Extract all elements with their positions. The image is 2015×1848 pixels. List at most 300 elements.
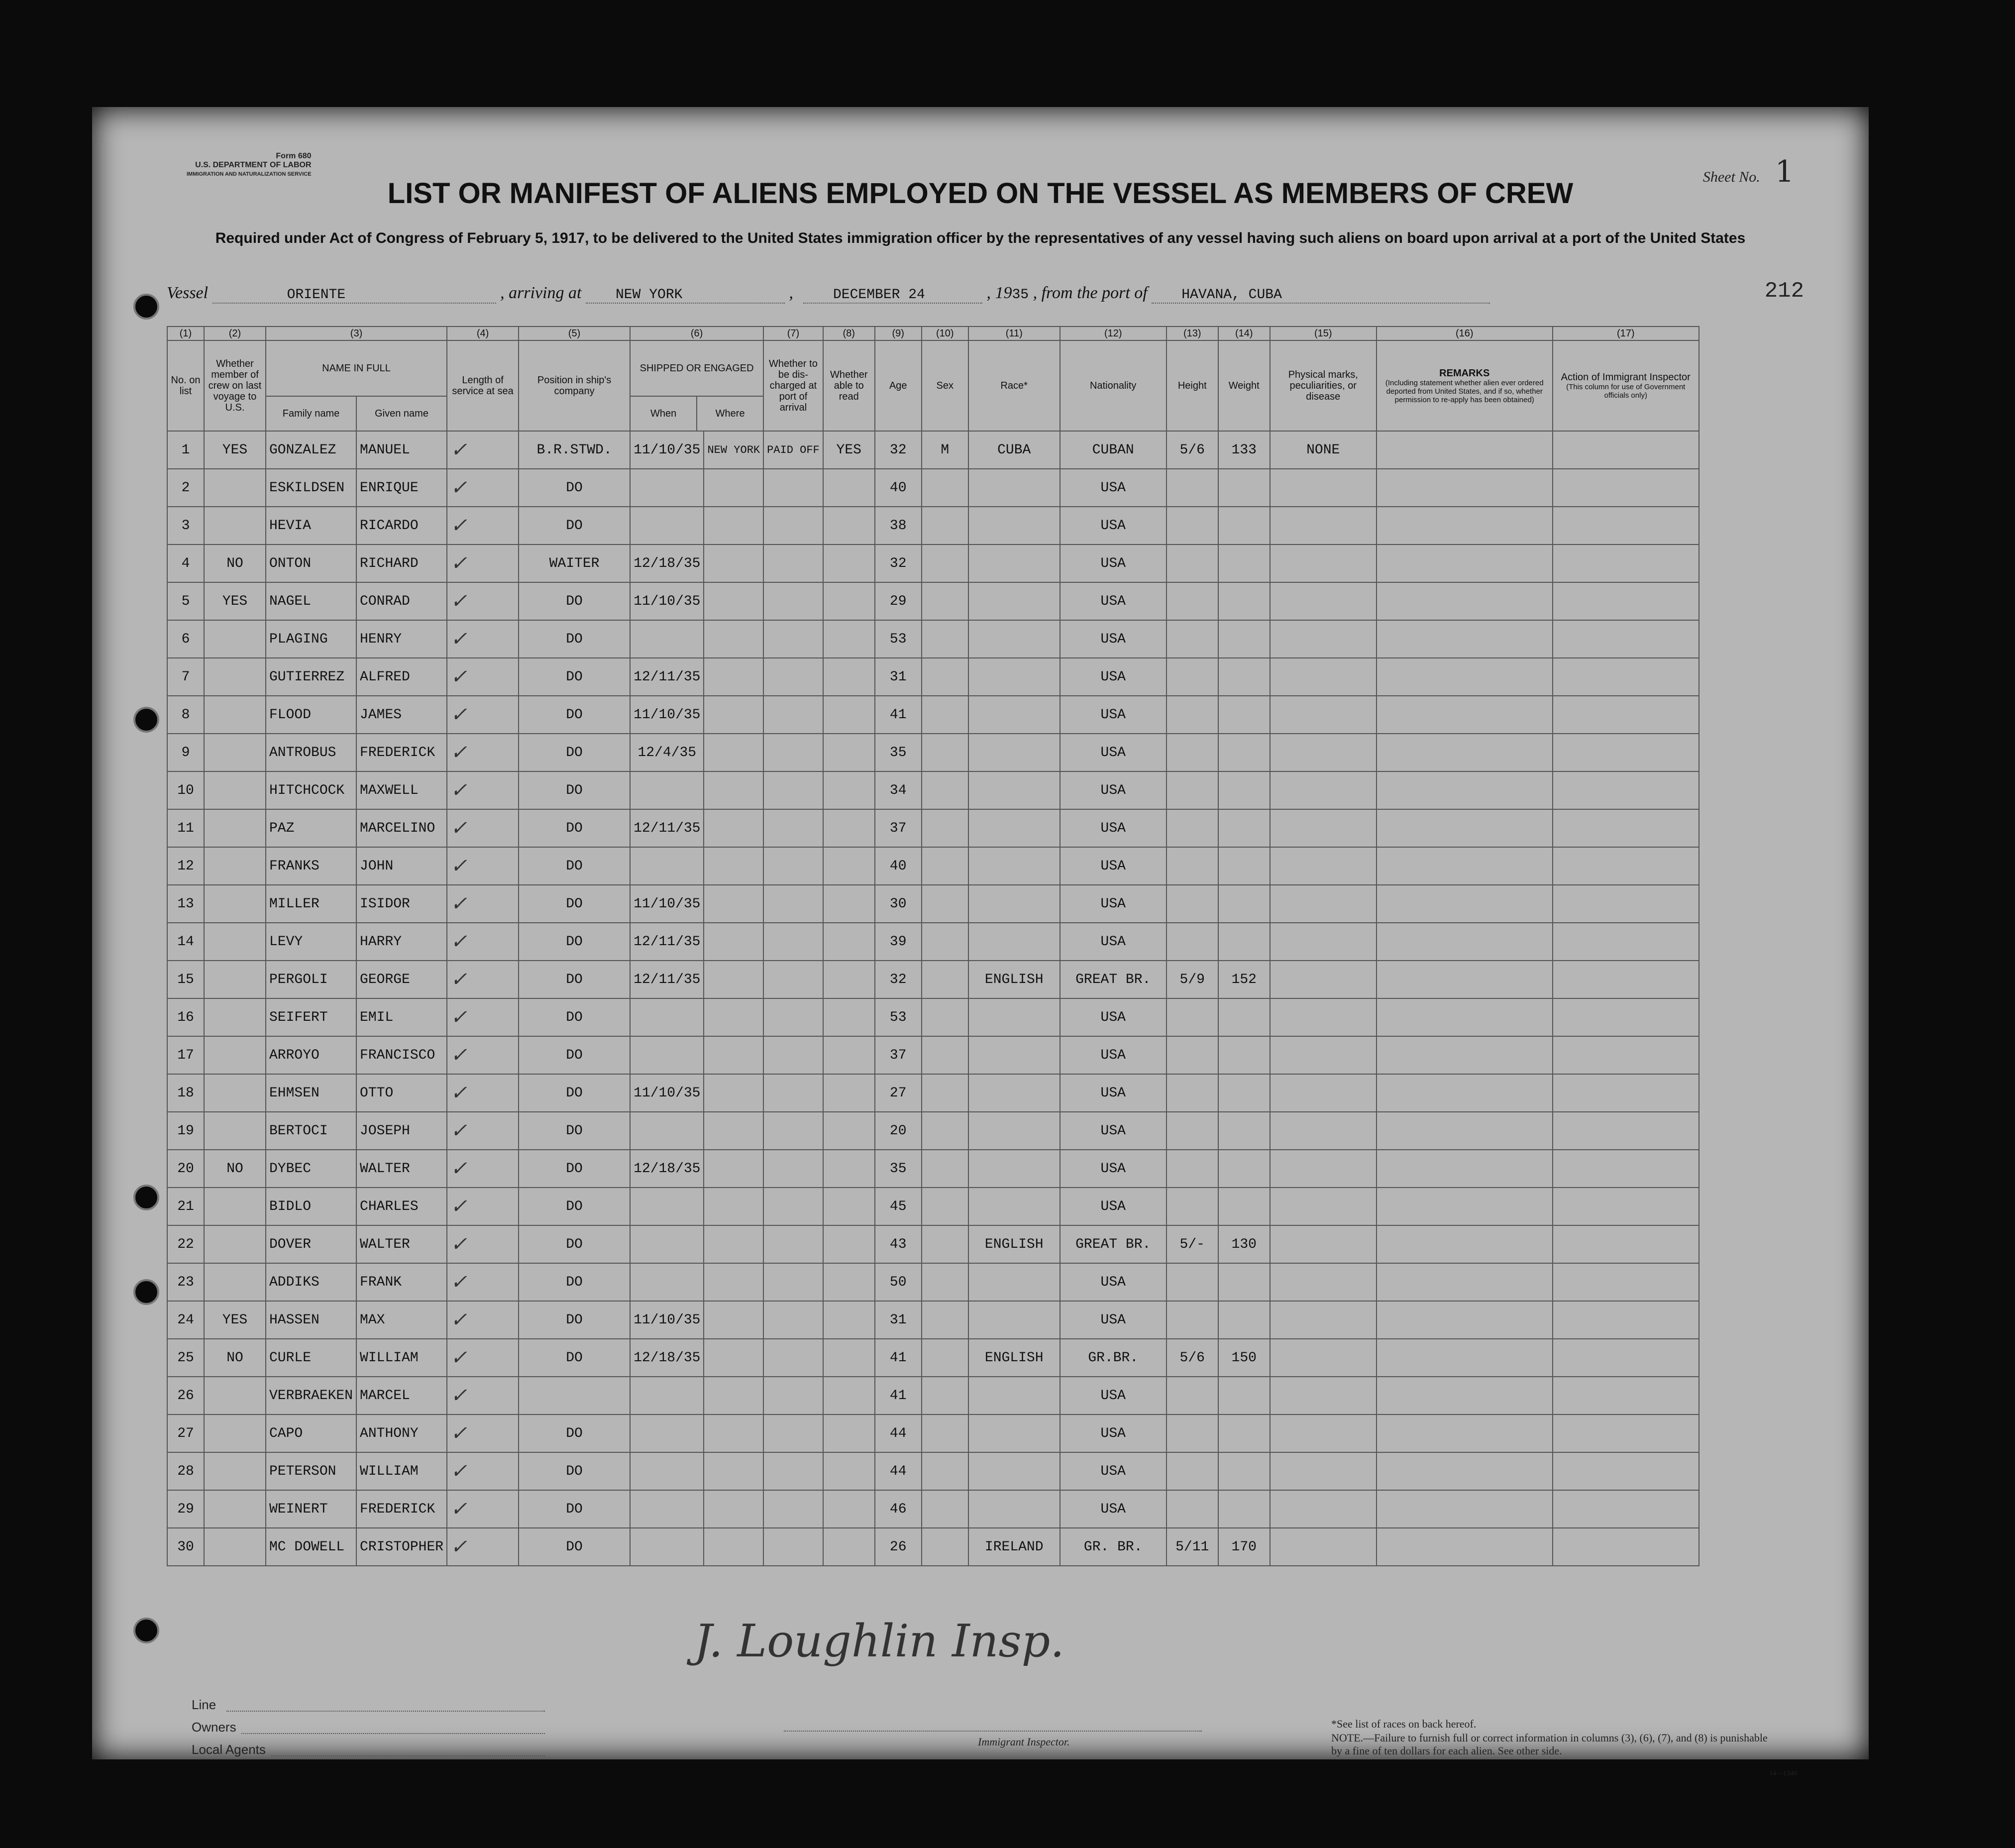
cell-given: RICARDO	[356, 507, 447, 544]
cell-no: 10	[167, 771, 204, 809]
col-num: (3)	[266, 326, 447, 340]
cell-blank	[1377, 658, 1553, 696]
page-title: LIST OR MANIFEST OF ALIENS EMPLOYED ON THE VESSEL AS MEMBERS OF CREW	[387, 177, 1574, 210]
check-mark: ✓	[447, 696, 519, 734]
cell-where	[704, 1188, 763, 1225]
cell-position: DO	[519, 885, 630, 923]
cell-discharged	[763, 620, 823, 658]
col-position: Position in ship's company	[519, 340, 630, 431]
table-row	[167, 1414, 1699, 1452]
check-mark: ✓	[447, 1074, 519, 1112]
check-mark: ✓	[447, 847, 519, 885]
cell-where	[704, 771, 763, 809]
check-mark: ✓	[447, 885, 519, 923]
cell-age: 41	[875, 1377, 922, 1414]
cell-nationality: USA	[1060, 1301, 1167, 1339]
cell-position: DO	[519, 771, 630, 809]
cell-race	[968, 1301, 1060, 1339]
cell-blank	[1377, 1528, 1553, 1566]
cell-read	[823, 1036, 875, 1074]
cell-crew	[204, 923, 266, 961]
cell-race	[968, 1150, 1060, 1188]
cell-given: MANUEL	[356, 431, 447, 469]
cell-where	[704, 696, 763, 734]
cell-position: B.R.STWD.	[519, 431, 630, 469]
cell-weight	[1218, 1188, 1270, 1225]
cell-height	[1167, 544, 1218, 582]
cell-nationality: USA	[1060, 507, 1167, 544]
cell-family: ADDIKS	[266, 1263, 356, 1301]
manifest-sheet	[92, 107, 1869, 1777]
cell-when	[630, 1225, 704, 1263]
cell-crew: NO	[204, 1150, 266, 1188]
cell-position: DO	[519, 1112, 630, 1150]
col-no-on-list: No. on list	[167, 340, 204, 431]
cell-family: MC DOWELL	[266, 1528, 356, 1566]
cell-height	[1167, 1452, 1218, 1490]
cell-blank	[1377, 620, 1553, 658]
cell-no: 7	[167, 658, 204, 696]
cell-physical	[1270, 923, 1377, 961]
cell-sex	[922, 620, 968, 658]
cell-blank	[1553, 734, 1699, 771]
cell-blank	[1377, 1150, 1553, 1188]
cell-position: DO	[519, 1301, 630, 1339]
cell-where	[704, 469, 763, 507]
cell-read	[823, 1074, 875, 1112]
local-agents-field	[271, 1755, 545, 1756]
cell-physical	[1270, 620, 1377, 658]
cell-race	[968, 847, 1060, 885]
cell-given: HARRY	[356, 923, 447, 961]
cell-nationality: GR.BR.	[1060, 1339, 1167, 1377]
cell-blank	[1553, 1225, 1699, 1263]
table-row	[167, 1339, 1699, 1377]
cell-weight	[1218, 1452, 1270, 1490]
cell-where	[704, 1490, 763, 1528]
cell-nationality: USA	[1060, 885, 1167, 923]
cell-age: 39	[875, 923, 922, 961]
cell-discharged	[763, 885, 823, 923]
cell-position: DO	[519, 620, 630, 658]
cell-no: 21	[167, 1188, 204, 1225]
cell-when	[630, 1112, 704, 1150]
cell-family: FRANKS	[266, 847, 356, 885]
cell-where	[704, 1036, 763, 1074]
cell-sex	[922, 847, 968, 885]
cell-age: 32	[875, 961, 922, 998]
cell-height	[1167, 1150, 1218, 1188]
cell-position: DO	[519, 961, 630, 998]
cell-when: 12/18/35	[630, 1150, 704, 1188]
arriving-label: , arriving at	[500, 284, 582, 302]
cell-blank	[1553, 1074, 1699, 1112]
cell-where	[704, 961, 763, 998]
cell-race	[968, 1414, 1060, 1452]
cell-discharged	[763, 734, 823, 771]
cell-nationality: USA	[1060, 469, 1167, 507]
cell-family: CURLE	[266, 1339, 356, 1377]
col-num: (11)	[968, 326, 1060, 340]
binder-hole	[133, 294, 159, 320]
cell-where	[704, 544, 763, 582]
cell-when: 12/11/35	[630, 961, 704, 998]
cell-family: EHMSEN	[266, 1074, 356, 1112]
cell-race	[968, 734, 1060, 771]
cell-given: ENRIQUE	[356, 469, 447, 507]
cell-age: 40	[875, 469, 922, 507]
cell-given: GEORGE	[356, 961, 447, 998]
cell-crew	[204, 1452, 266, 1490]
cell-nationality: GREAT BR.	[1060, 1225, 1167, 1263]
inspector-signature: J. Loughlin Insp.	[694, 1615, 1064, 1667]
cell-height	[1167, 1490, 1218, 1528]
form-identifier	[187, 152, 312, 179]
cell-when	[630, 1263, 704, 1301]
check-mark: ✓	[447, 582, 519, 620]
col-num: (17)	[1553, 326, 1699, 340]
cell-when: 12/11/35	[630, 658, 704, 696]
line-field	[226, 1711, 545, 1712]
col-num: (13)	[1167, 326, 1218, 340]
cell-position	[519, 1377, 630, 1414]
cell-read	[823, 1528, 875, 1566]
table-row	[167, 1528, 1699, 1566]
cell-given: MARCEL	[356, 1377, 447, 1414]
cell-when	[630, 1414, 704, 1452]
cell-weight: 133	[1218, 431, 1270, 469]
column-headers-row	[167, 340, 1699, 431]
cell-discharged	[763, 1301, 823, 1339]
cell-crew	[204, 1036, 266, 1074]
cell-when	[630, 620, 704, 658]
year-value: 35	[1012, 287, 1029, 303]
cell-no: 2	[167, 469, 204, 507]
binder-hole	[133, 1618, 159, 1643]
cell-given: FREDERICK	[356, 734, 447, 771]
cell-weight: 150	[1218, 1339, 1270, 1377]
name-in-full-label: NAME IN FULL	[266, 341, 446, 397]
cell-weight	[1218, 658, 1270, 696]
cell-sex	[922, 507, 968, 544]
cell-physical	[1270, 1188, 1377, 1225]
cell-nationality: GREAT BR.	[1060, 961, 1167, 998]
cell-weight	[1218, 582, 1270, 620]
print-code: 14—1340	[1769, 1770, 1797, 1777]
cell-physical	[1270, 1225, 1377, 1263]
cell-height	[1167, 1377, 1218, 1414]
cell-race	[968, 885, 1060, 923]
cell-discharged	[763, 1414, 823, 1452]
cell-sex	[922, 696, 968, 734]
cell-where	[704, 507, 763, 544]
cell-weight	[1218, 1414, 1270, 1452]
cell-position: DO	[519, 1452, 630, 1490]
col-action	[1553, 340, 1699, 431]
cell-given: MAXWELL	[356, 771, 447, 809]
cell-race	[968, 923, 1060, 961]
cell-when: 12/11/35	[630, 809, 704, 847]
cell-weight	[1218, 998, 1270, 1036]
cell-physical	[1270, 469, 1377, 507]
cell-when	[630, 1188, 704, 1225]
cell-age: 46	[875, 1490, 922, 1528]
table-row	[167, 507, 1699, 544]
cell-given: CHARLES	[356, 1188, 447, 1225]
cell-crew: YES	[204, 582, 266, 620]
table-row	[167, 1263, 1699, 1301]
cell-race	[968, 998, 1060, 1036]
cell-nationality: USA	[1060, 847, 1167, 885]
cell-no: 18	[167, 1074, 204, 1112]
cell-position: DO	[519, 998, 630, 1036]
cell-physical	[1270, 885, 1377, 923]
table-row	[167, 1188, 1699, 1225]
cell-position: DO	[519, 1263, 630, 1301]
cell-sex	[922, 1414, 968, 1452]
cell-nationality: USA	[1060, 1036, 1167, 1074]
cell-blank	[1377, 771, 1553, 809]
cell-blank	[1377, 1112, 1553, 1150]
binder-hole	[133, 1185, 159, 1210]
cell-blank	[1553, 620, 1699, 658]
cell-blank	[1553, 1263, 1699, 1301]
cell-age: 50	[875, 1263, 922, 1301]
cell-age: 31	[875, 658, 922, 696]
sheet-number-label: Sheet No.	[1702, 169, 1760, 185]
cell-nationality: USA	[1060, 1414, 1167, 1452]
col-nationality: Nationality	[1060, 340, 1167, 431]
cell-physical	[1270, 1074, 1377, 1112]
cell-where: NEW YORK	[704, 431, 763, 469]
action-label: Action of Immigrant Inspector	[1561, 372, 1691, 383]
cell-read	[823, 1225, 875, 1263]
cell-read	[823, 771, 875, 809]
cell-sex	[922, 734, 968, 771]
cell-where	[704, 734, 763, 771]
cell-physical	[1270, 847, 1377, 885]
cell-discharged	[763, 544, 823, 582]
cell-height	[1167, 885, 1218, 923]
cell-discharged	[763, 1188, 823, 1225]
cell-sex	[922, 961, 968, 998]
cell-sex	[922, 1301, 968, 1339]
cell-position: WAITER	[519, 544, 630, 582]
cell-blank	[1377, 1036, 1553, 1074]
cell-when	[630, 507, 704, 544]
cell-position: DO	[519, 1490, 630, 1528]
cell-where	[704, 1339, 763, 1377]
cell-when: 11/10/35	[630, 1074, 704, 1112]
cell-age: 38	[875, 507, 922, 544]
cell-height	[1167, 1188, 1218, 1225]
cell-sex	[922, 1225, 968, 1263]
cell-physical	[1270, 507, 1377, 544]
table-row	[167, 809, 1699, 847]
cell-blank	[1377, 1225, 1553, 1263]
cell-where	[704, 1150, 763, 1188]
cell-blank	[1553, 469, 1699, 507]
cell-position: DO	[519, 1150, 630, 1188]
cell-discharged	[763, 1150, 823, 1188]
cell-no: 15	[167, 961, 204, 998]
cell-where	[704, 885, 763, 923]
cell-weight	[1218, 923, 1270, 961]
cell-blank	[1553, 1452, 1699, 1490]
cell-when: 11/10/35	[630, 696, 704, 734]
line-label: Line	[192, 1697, 216, 1712]
table-row	[167, 1301, 1699, 1339]
cell-blank	[1377, 847, 1553, 885]
cell-nationality: USA	[1060, 582, 1167, 620]
cell-given: JAMES	[356, 696, 447, 734]
col-num: (15)	[1270, 326, 1377, 340]
cell-physical	[1270, 1377, 1377, 1414]
year-prefix: , 19	[986, 284, 1012, 302]
col-length-of-service: Length of service at sea	[447, 340, 519, 431]
owners-label: Owners	[192, 1720, 236, 1735]
cell-sex	[922, 1452, 968, 1490]
cell-physical	[1270, 1528, 1377, 1566]
cell-when	[630, 1377, 704, 1414]
cell-physical	[1270, 544, 1377, 582]
cell-where	[704, 998, 763, 1036]
cell-when: 12/18/35	[630, 544, 704, 582]
col-weight: Weight	[1218, 340, 1270, 431]
cell-height	[1167, 1112, 1218, 1150]
races-note: *See list of races on back hereof.	[1331, 1718, 1477, 1730]
cell-weight	[1218, 1036, 1270, 1074]
cell-given: ANTHONY	[356, 1414, 447, 1452]
cell-discharged	[763, 809, 823, 847]
table-row	[167, 1377, 1699, 1414]
cell-crew: NO	[204, 1339, 266, 1377]
cell-discharged	[763, 1377, 823, 1414]
cell-blank	[1553, 1339, 1699, 1377]
cell-blank	[1553, 658, 1699, 696]
cell-read	[823, 658, 875, 696]
cell-discharged	[763, 847, 823, 885]
cell-weight: 170	[1218, 1528, 1270, 1566]
cell-blank	[1377, 544, 1553, 582]
cell-where	[704, 620, 763, 658]
cell-discharged	[763, 961, 823, 998]
cell-given: RICHARD	[356, 544, 447, 582]
cell-crew	[204, 696, 266, 734]
cell-where	[704, 1377, 763, 1414]
cell-when	[630, 1528, 704, 1566]
check-mark: ✓	[447, 771, 519, 809]
cell-age: 44	[875, 1452, 922, 1490]
cell-when: 12/11/35	[630, 923, 704, 961]
cell-sex	[922, 1528, 968, 1566]
cell-read	[823, 961, 875, 998]
cell-weight	[1218, 1377, 1270, 1414]
cell-read	[823, 620, 875, 658]
port-value: HAVANA, CUBA	[1152, 287, 1490, 304]
check-mark: ✓	[447, 431, 519, 469]
cell-given: EMIL	[356, 998, 447, 1036]
col-sex: Sex	[922, 340, 968, 431]
cell-physical: NONE	[1270, 431, 1377, 469]
cell-when	[630, 847, 704, 885]
cell-blank	[1377, 923, 1553, 961]
cell-family: FLOOD	[266, 696, 356, 734]
cell-height	[1167, 1263, 1218, 1301]
check-mark: ✓	[447, 1188, 519, 1225]
form-number: Form 680	[276, 152, 312, 160]
cell-sex	[922, 1490, 968, 1528]
cell-blank	[1377, 696, 1553, 734]
cell-race: ENGLISH	[968, 1225, 1060, 1263]
cell-read	[823, 696, 875, 734]
cell-weight	[1218, 1150, 1270, 1188]
table-row	[167, 923, 1699, 961]
cell-physical	[1270, 961, 1377, 998]
cell-blank	[1377, 1414, 1553, 1452]
cell-weight	[1218, 696, 1270, 734]
cell-physical	[1270, 582, 1377, 620]
vessel-label: Vessel	[167, 284, 209, 302]
action-note: (This column for use of Government officials only)	[1566, 383, 1686, 400]
cell-height: 5/11	[1167, 1528, 1218, 1566]
cell-no: 25	[167, 1339, 204, 1377]
cell-sex	[922, 1377, 968, 1414]
cell-crew	[204, 1112, 266, 1150]
cell-position: DO	[519, 809, 630, 847]
cell-no: 24	[167, 1301, 204, 1339]
sheet-number-value: 1	[1775, 154, 1794, 189]
cell-no: 9	[167, 734, 204, 771]
failure-note: NOTE.—Failure to furnish full or correct information in columns (3), (6), (7), and (8) is punishable by a fine of ten dollars for each alien. See other side.	[1331, 1732, 1768, 1757]
cell-nationality: USA	[1060, 1188, 1167, 1225]
cell-when	[630, 469, 704, 507]
cell-when: 12/18/35	[630, 1339, 704, 1377]
cell-blank	[1553, 1377, 1699, 1414]
cell-no: 8	[167, 696, 204, 734]
check-mark: ✓	[447, 961, 519, 998]
check-mark: ✓	[447, 620, 519, 658]
table-row	[167, 658, 1699, 696]
cell-family: ONTON	[266, 544, 356, 582]
inspector-signature-line	[784, 1731, 1202, 1732]
cell-discharged	[763, 1074, 823, 1112]
cell-height	[1167, 771, 1218, 809]
cell-no: 20	[167, 1150, 204, 1188]
cell-read	[823, 1490, 875, 1528]
cell-given: WALTER	[356, 1225, 447, 1263]
check-mark: ✓	[447, 1263, 519, 1301]
cell-age: 41	[875, 1339, 922, 1377]
cell-crew	[204, 961, 266, 998]
cell-given: FRANCISCO	[356, 1036, 447, 1074]
cell-blank	[1553, 544, 1699, 582]
cell-read	[823, 1414, 875, 1452]
cell-read	[823, 923, 875, 961]
table-row	[167, 1036, 1699, 1074]
when-label: When	[650, 408, 677, 419]
cell-race	[968, 1452, 1060, 1490]
cell-height	[1167, 847, 1218, 885]
cell-physical	[1270, 734, 1377, 771]
cell-family: HEVIA	[266, 507, 356, 544]
cell-age: 31	[875, 1301, 922, 1339]
table-row	[167, 544, 1699, 582]
check-mark: ✓	[447, 1452, 519, 1490]
cell-no: 19	[167, 1112, 204, 1150]
cell-weight	[1218, 469, 1270, 507]
cell-height: 5/6	[1167, 1339, 1218, 1377]
